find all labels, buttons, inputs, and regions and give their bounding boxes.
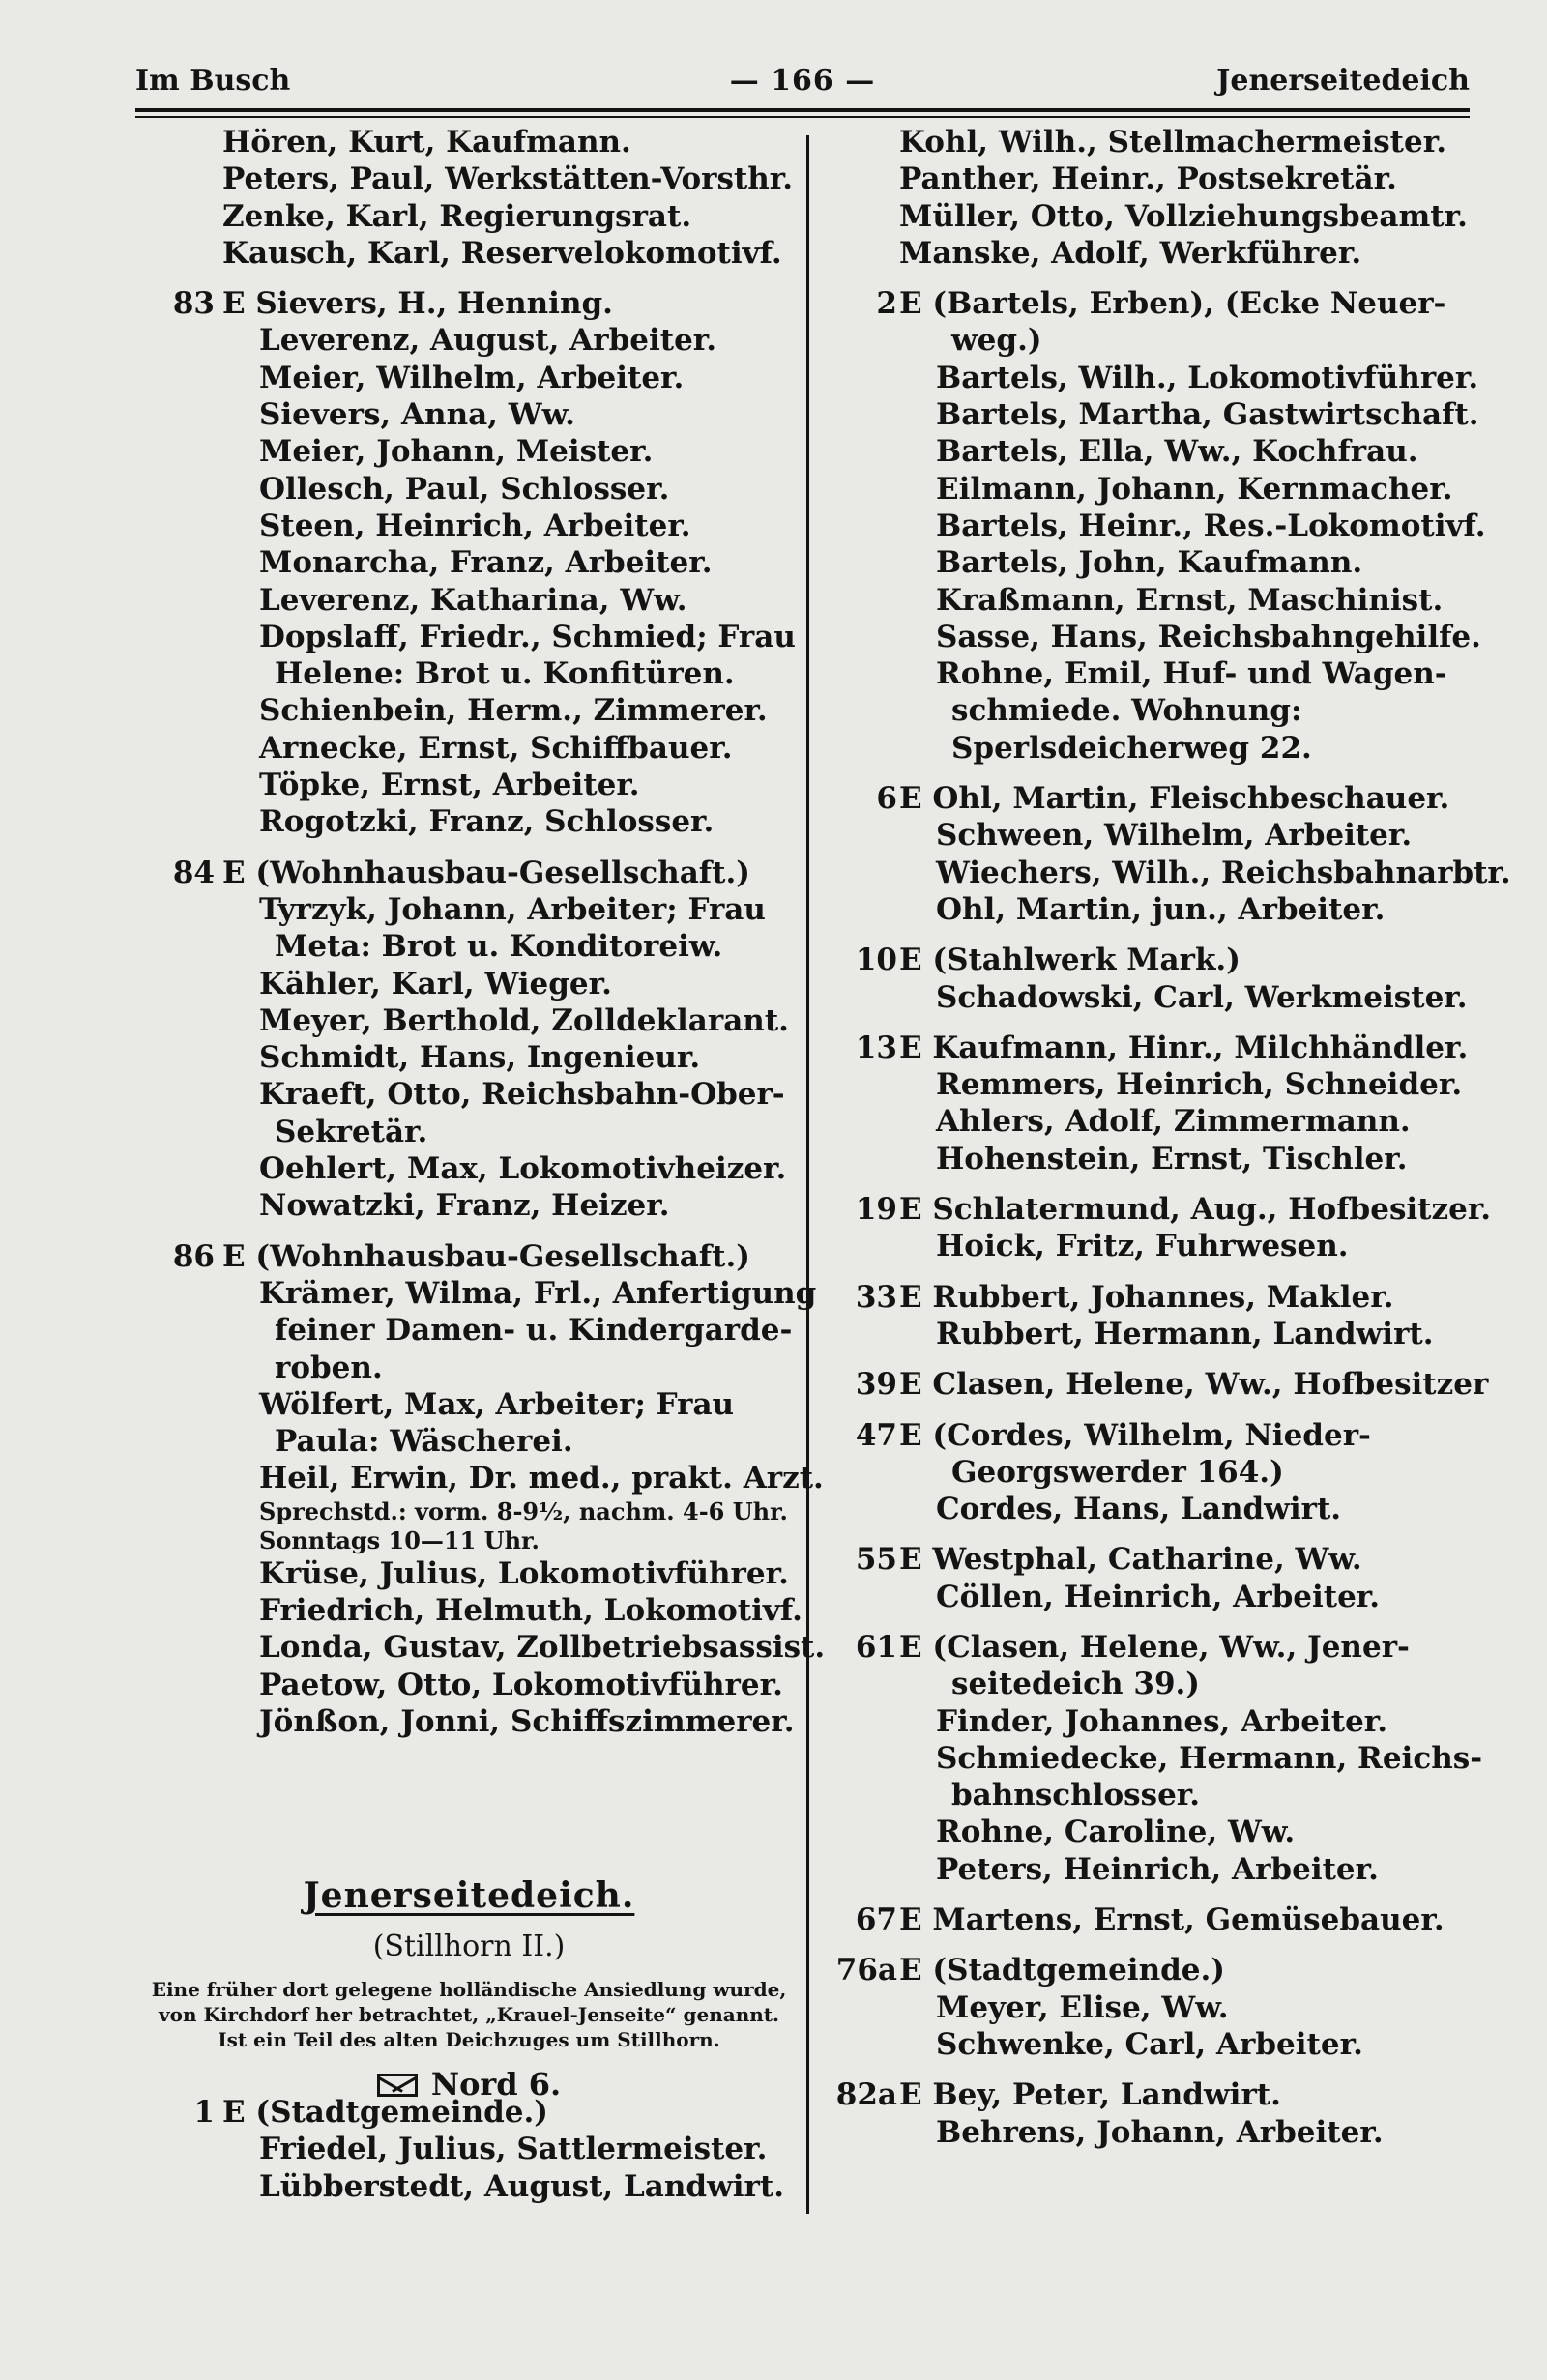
- entry-line: Manske, Adolf, Werkführer.: [899, 235, 1362, 271]
- house-number: 86: [172, 1238, 215, 1274]
- house-number: 39: [855, 1367, 897, 1403]
- entry-line: Bartels, Ella, Ww., Kochfrau.: [936, 434, 1418, 470]
- entry-line: Jönßon, Jonni, Schiffszimmerer.: [259, 1703, 795, 1739]
- entry-line: Meyer, Elise, Ww.: [936, 1989, 1229, 2025]
- entry-line: E Kaufmann, Hinr., Milchhändler.: [899, 1030, 1469, 1065]
- house-entry: [155, 855, 793, 1225]
- entry-line: Friedel, Julius, Sattlermeister.: [259, 2132, 768, 2167]
- entry-line: Kraeft, Otto, Reichsbahn-Ober-: [259, 1077, 785, 1113]
- section-entries: [155, 2094, 793, 2205]
- entry-line: Peters, Heinrich, Arbeiter.: [936, 1851, 1379, 1887]
- entry-line: Leverenz, August, Arbeiter.: [259, 323, 717, 359]
- house-number: 1: [193, 2095, 215, 2130]
- entry-line: Cöllen, Heinrich, Arbeiter.: [936, 1579, 1381, 1614]
- entry-line: E (Stahlwerk Mark.): [899, 943, 1241, 978]
- entry-line: Wiechers, Wilh., Reichsbahnarbtr.: [936, 855, 1511, 890]
- house-number: 19: [855, 1192, 897, 1228]
- entry-line: Paula: Wäscherei.: [275, 1424, 573, 1460]
- header-rule: [135, 108, 1470, 112]
- house-number: 33: [855, 1279, 897, 1315]
- entry-line: Schadowski, Carl, Werkmeister.: [936, 979, 1468, 1015]
- house-number: 47: [855, 1417, 897, 1453]
- house-entry: [155, 1238, 826, 1741]
- entry-line: Helene: Brot u. Konfitüren.: [275, 656, 735, 692]
- entry-line: Nowatzki, Franz, Heizer.: [259, 1188, 670, 1224]
- street-subtitle: (Stillhorn II.): [372, 1930, 566, 1963]
- entry-line: Kohl, Wilh., Stellmachermeister.: [899, 125, 1446, 160]
- note-line: Eine früher dort gelegene holländische Ansiedlung wurde,: [151, 1978, 787, 2001]
- entry-line: Georgswerder 164.): [951, 1454, 1284, 1490]
- entry-line: Zenke, Karl, Regierungsrat.: [222, 198, 692, 234]
- entry-line: Behrens, Johann, Arbeiter.: [936, 2114, 1384, 2150]
- entry-line: Dopslaff, Friedr., Schmied; Frau: [259, 619, 796, 654]
- entry-line: Oehlert, Max, Lokomotivheizer.: [259, 1151, 787, 1187]
- entry-line: Rogotzki, Franz, Schlosser.: [259, 804, 715, 840]
- entry-line: Friedrich, Helmuth, Lokomotivf.: [259, 1592, 803, 1628]
- entry-line: E Schlatermund, Aug., Hofbesitzer.: [899, 1192, 1492, 1228]
- entry-line: Finder, Johannes, Arbeiter.: [936, 1703, 1388, 1739]
- entry-line: Wölfert, Max, Arbeiter; Frau: [259, 1386, 735, 1422]
- entry-line: Londa, Gustav, Zollbetriebsassist.: [259, 1630, 826, 1666]
- house-entry: [832, 1366, 1489, 1403]
- column-divider: [806, 135, 809, 2214]
- entry-line: Ahlers, Adolf, Zimmermann.: [936, 1104, 1411, 1140]
- entry-line: Sievers, Anna, Ww.: [259, 397, 575, 433]
- house-entry: [832, 780, 1511, 928]
- right-column: [832, 124, 1511, 2151]
- house-entry: [155, 2094, 793, 2205]
- entry-line: Krämer, Wilma, Frl., Anfertigung: [259, 1275, 817, 1311]
- entry-line: Hören, Kurt, Kaufmann.: [222, 125, 631, 160]
- entry-line: schmiede. Wohnung:: [951, 693, 1302, 729]
- house-number: 6: [876, 781, 897, 817]
- entry-line: Schmiedecke, Hermann, Reichs-: [936, 1740, 1483, 1776]
- entry-line: E Sievers, H., Henning.: [222, 286, 613, 322]
- left-column: [155, 124, 826, 1740]
- entry-line: E (Bartels, Erben), (Ecke Neuer-: [899, 286, 1446, 322]
- entry-line: roben.: [275, 1350, 383, 1385]
- entry-line: Lübberstedt, August, Landwirt.: [259, 2168, 784, 2204]
- entry-line: Heil, Erwin, Dr. med., prakt. Arzt.: [259, 1461, 824, 1496]
- entry-line: E Bey, Peter, Landwirt.: [899, 2077, 1281, 2113]
- entry-line: bahnschlosser.: [951, 1778, 1201, 1814]
- entry-line: Ohl, Martin, jun., Arbeiter.: [936, 891, 1386, 927]
- entry-line: Remmers, Heinrich, Schneider.: [936, 1067, 1463, 1103]
- entry-line: Kausch, Karl, Reservelokomotivf.: [222, 235, 782, 271]
- house-number: 55: [855, 1542, 897, 1578]
- entry-line: Rohne, Emil, Huf- und Wagen-: [936, 656, 1447, 692]
- entry-line: Müller, Otto, Vollziehungsbeamtr.: [899, 198, 1468, 234]
- house-entry: [832, 1541, 1479, 1615]
- house-entry: [832, 1901, 1479, 1938]
- house-entry: [832, 1191, 1492, 1265]
- street-section: [135, 1875, 803, 2103]
- header-right: Jenerseitedeich: [1216, 64, 1470, 98]
- entry-line: Meier, Wilhelm, Arbeiter.: [259, 360, 685, 395]
- entry-line: Ollesch, Paul, Schlosser.: [259, 471, 670, 507]
- page-number: — 166 —: [729, 64, 876, 98]
- entry-line: Meyer, Berthold, Zolldeklarant.: [259, 1002, 789, 1038]
- entry-line: Töpke, Ernst, Arbeiter.: [259, 768, 640, 803]
- house-number: 67: [855, 1902, 897, 1938]
- house-entry: [155, 124, 793, 272]
- entry-line: seitedeich 39.): [951, 1667, 1200, 1702]
- entry-line: E (Wohnhausbau-Gesellschaft.): [222, 1238, 750, 1274]
- page-header: [135, 60, 1470, 110]
- entry-line: E (Stadtgemeinde.): [222, 2095, 548, 2130]
- house-entry: [832, 942, 1479, 1016]
- house-number: 61: [855, 1629, 897, 1665]
- entry-line: Monarcha, Franz, Arbeiter.: [259, 545, 713, 581]
- house-number: 10: [855, 943, 897, 978]
- entry-line: Arnecke, Ernst, Schiffbauer.: [259, 730, 733, 766]
- entry-line: Bartels, John, Kaufmann.: [936, 545, 1363, 581]
- house-number: 84: [172, 855, 215, 890]
- house-entry: [832, 124, 1479, 272]
- entry-line: Schmidt, Hans, Ingenieur.: [259, 1040, 701, 1076]
- postal-label: Nord 6.: [430, 2066, 562, 2103]
- entry-line: Bartels, Heinr., Res.-Lokomotivf.: [936, 508, 1486, 543]
- entry-line: Leverenz, Katharina, Ww.: [259, 582, 687, 618]
- entry-line: Schween, Wilhelm, Arbeiter.: [936, 818, 1413, 854]
- entry-line: Krüse, Julius, Lokomotivführer.: [259, 1555, 789, 1591]
- entry-line: E (Stadtgemeinde.): [899, 1953, 1225, 1988]
- header-rule-thin: [135, 116, 1470, 118]
- house-number: 83: [172, 286, 215, 322]
- house-number: 76a: [835, 1953, 897, 1988]
- entry-line: E Martens, Ernst, Gemüsebauer.: [899, 1902, 1445, 1938]
- entry-line: Sasse, Hans, Reichsbahngehilfe.: [936, 619, 1481, 654]
- entry-line: Hoick, Fritz, Fuhrwesen.: [936, 1229, 1349, 1264]
- header-left: Im Busch: [135, 64, 291, 98]
- entry-line: Sonntags 10—11 Uhr.: [259, 1525, 540, 1554]
- entry-line: Kraßmann, Ernst, Maschinist.: [936, 582, 1444, 618]
- entry-line: Meta: Brot u. Konditoreiw.: [275, 929, 723, 965]
- entry-line: Eilmann, Johann, Kernmacher.: [936, 471, 1453, 507]
- entry-line: Rohne, Caroline, Ww.: [936, 1814, 1296, 1850]
- entry-line: Schwenke, Carl, Arbeiter.: [936, 2026, 1363, 2062]
- entry-line: Sperlsdeicherweg 22.: [951, 730, 1312, 766]
- house-number: 2: [876, 286, 897, 322]
- entry-line: E Clasen, Helene, Ww., Hofbesitzer: [899, 1367, 1489, 1403]
- entry-line: Hohenstein, Ernst, Tischler.: [936, 1141, 1408, 1176]
- entry-line: Meier, Johann, Meister.: [259, 434, 654, 470]
- entry-line: Bartels, Wilh., Lokomotivführer.: [936, 360, 1479, 395]
- house-entry: [832, 2076, 1479, 2151]
- entry-line: Bartels, Martha, Gastwirtschaft.: [936, 397, 1479, 433]
- entry-line: Tyrzyk, Johann, Arbeiter; Frau: [259, 891, 766, 927]
- note-line: von Kirchdorf her betrachtet, „Krauel-Jenseite“ genannt.: [159, 2003, 779, 2026]
- entry-line: Peters, Paul, Werkstätten-Vorsthr.: [222, 161, 794, 197]
- house-entry: [832, 1952, 1479, 2063]
- street-title: Jenerseitedeich.: [303, 1875, 635, 1916]
- entry-line: Kähler, Karl, Wieger.: [259, 966, 612, 1001]
- house-entry: [832, 1417, 1479, 1528]
- house-entry: [832, 285, 1486, 767]
- entry-line: Rubbert, Hermann, Landwirt.: [936, 1316, 1434, 1351]
- entry-line: weg.): [951, 323, 1042, 359]
- entry-line: E (Wohnhausbau-Gesellschaft.): [222, 855, 750, 890]
- house-number: 82a: [835, 2077, 897, 2113]
- house-entry: [832, 1030, 1479, 1177]
- entry-line: E Rubbert, Johannes, Makler.: [899, 1279, 1394, 1315]
- house-entry: [832, 1279, 1479, 1353]
- entry-line: Paetow, Otto, Lokomotivführer.: [259, 1667, 783, 1702]
- street-note: [135, 1977, 803, 2052]
- house-entry: [832, 1629, 1483, 1888]
- house-entry: [155, 285, 796, 840]
- entry-line: Cordes, Hans, Landwirt.: [936, 1492, 1342, 1527]
- entry-line: E (Cordes, Wilhelm, Nieder-: [899, 1417, 1371, 1453]
- note-line: Ist ein Teil des alten Deichzuges um Stillhorn.: [218, 2028, 720, 2051]
- entry-line: Sekretär.: [275, 1114, 428, 1149]
- entry-line: feiner Damen- u. Kindergarde-: [275, 1313, 793, 1349]
- entry-line: E Ohl, Martin, Fleischbeschauer.: [899, 781, 1450, 817]
- house-number: 13: [855, 1030, 897, 1065]
- entry-line: Panther, Heinr., Postsekretär.: [899, 161, 1397, 197]
- entry-line: E Westphal, Catharine, Ww.: [899, 1542, 1362, 1578]
- entry-line: Steen, Heinrich, Arbeiter.: [259, 508, 691, 543]
- entry-line: Sprechstd.: vorm. 8-9½, nachm. 4-6 Uhr.: [259, 1496, 788, 1525]
- entry-line: E (Clasen, Helene, Ww., Jener-: [899, 1629, 1410, 1665]
- entry-line: Schienbein, Herm., Zimmerer.: [259, 693, 768, 729]
